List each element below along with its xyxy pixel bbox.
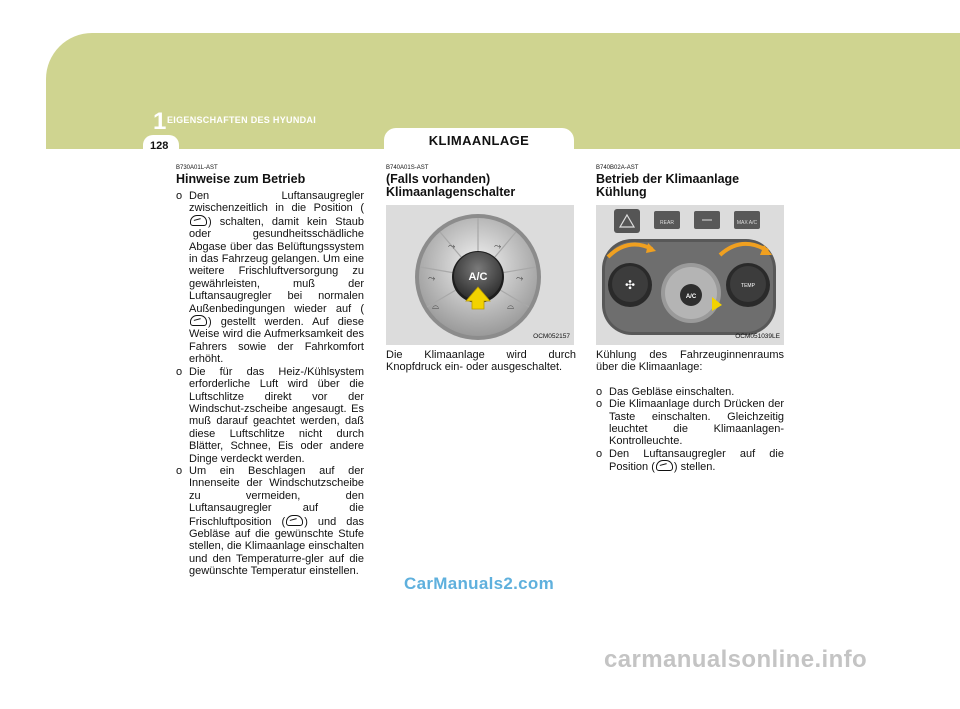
climate-panel-illustration (596, 205, 784, 345)
temp-knob-label: TEMP (741, 283, 755, 289)
recirculation-icon (190, 215, 207, 226)
defrost-icon: ⤳ (516, 274, 524, 284)
vent-foot-icon: ⤳ (494, 242, 502, 252)
fresh-air-icon (656, 460, 673, 471)
ac-button-label: A/C (468, 271, 488, 283)
section-code: B730A01L-AST (176, 165, 218, 171)
column-ac-switch (386, 164, 576, 374)
section-heading: Betrieb der Klimaanlage Kühlung (596, 172, 740, 199)
list-item: o Um ein Beschlagen auf der Innenseite der Windschutzscheibe zu vermeiden, den Luftansaugregler auf die Frischluftposition ( ) und das Gebläse auf die gewünschte Stufe stellen, die Klimaanlage einschalten und den Temperaturre-gler auf die gewünschte Temperatur einstellen. (176, 464, 364, 578)
bullet-marker: o (176, 464, 183, 477)
section-title: KLIMAANLAGE (428, 133, 530, 148)
list-item: o Die Klimaanlage durch Drücken der Taste einschalten. Gleichzeitig leuchtet die Klimaanlagen-Kontrolleuchte. (596, 398, 784, 448)
ac-dial-illustration (386, 205, 574, 345)
climate-panel-figure (596, 205, 784, 345)
bullet-marker: o (596, 385, 603, 398)
vent-face-icon: ⤳ (448, 242, 456, 252)
ac-button-label: A/C (685, 294, 697, 300)
section-heading: (Falls vorhanden) Klimaanlagenschalter (386, 172, 516, 199)
section-code: B740B02A-AST (596, 165, 639, 171)
max-ac-label: MAX A/C (736, 220, 758, 226)
list-item: o Den Luftansaugregler zwischenzeitlich in die Position () schalten, damit kein Staub oder gesundheitsschädliche Abgase über das Belüftungssystem in das Fahrzeug gelangen. Um eine weitere Frischluftversorgung zu gewährleisten, muß der Luftansaugregler bei normalen Außenbedingungen wieder auf () gestellt werden. Auf diese Weise wird die Aufmerksamkeit des Fahrers sowie der Fahrkomfort erhöht. (176, 190, 364, 366)
fan-icon: ✣ (624, 278, 636, 292)
figure-code: OCM052157 (533, 332, 570, 340)
hazard-button[interactable] (614, 209, 640, 233)
body-text: Die Klimaanlage wird durch Knopfdruck ein- oder ausgeschaltet. (386, 349, 576, 374)
bullet-marker: o (596, 447, 603, 460)
rear-defrost-label: REAR (660, 220, 674, 226)
footer-watermark: carmanualsonline.info (604, 646, 868, 673)
recirculation-icon: ⌓ (507, 302, 515, 312)
ac-switch-figure (386, 205, 574, 345)
intro-text: Kühlung des Fahrzeuginnenraums über die Klimaanlage: (596, 349, 784, 374)
vent-mix-icon: ⤳ (428, 274, 436, 284)
list-item: o Das Gebläse einschalten. (596, 385, 735, 398)
section-code: B740A01S-AST (386, 165, 429, 171)
list-item: o Die für das Heiz-/Kühlsystem erforderliche Luft wird über die Luftschlitze direkt vor der Windschut-zscheibe angesaugt. Es muß darauf geachtet werden, daß diese Luftschlitze nicht durch Blätter, Schnee, Eis oder andere Dinge verdeckt werden. (176, 365, 364, 465)
section-heading: Hinweise zum Betrieb (176, 172, 306, 186)
list-item: o Den Luftansaugregler auf die Position ( ) stellen. (596, 447, 784, 474)
column-cooling (596, 164, 784, 474)
fresh-air-icon: ⌓ (432, 302, 440, 312)
fresh-air-icon (286, 515, 303, 526)
chapter-title: EIGENSCHAFTEN DES HYUNDAI (167, 115, 317, 125)
bullet-marker: o (596, 398, 603, 411)
watermark-link[interactable]: CarManuals2.com (404, 574, 554, 593)
column-operation-notes (176, 164, 364, 578)
chapter-number: 1 (153, 108, 167, 135)
fresh-air-icon (190, 315, 207, 326)
figure-code: OCM051039LE (735, 332, 780, 340)
page-number: 128 (150, 140, 169, 152)
bullet-marker: o (176, 365, 183, 378)
bullet-marker: o (176, 190, 183, 202)
